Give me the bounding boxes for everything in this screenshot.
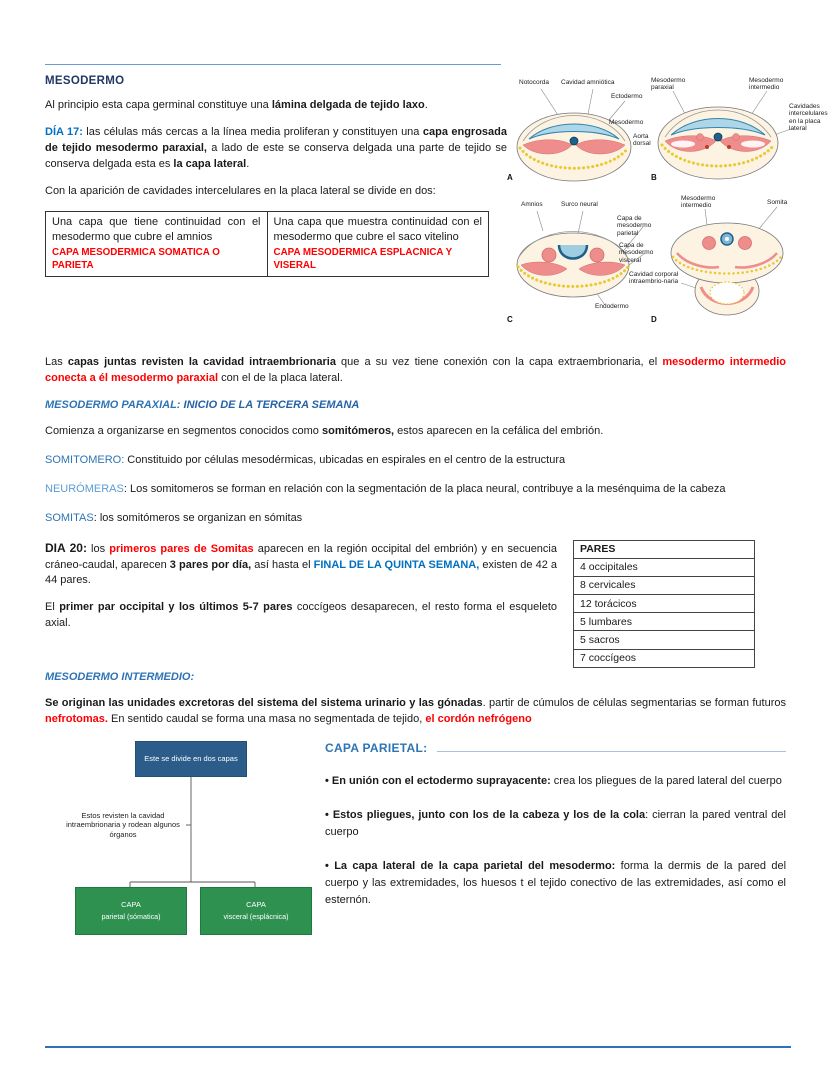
- text-segment: Al principio esta capa germinal constituye una: [45, 99, 272, 111]
- figure-panel-letter: D: [651, 315, 657, 324]
- text-segment: forma la dermis de la pared del cuerpo y las extremidades, los huesos t el tejido conectivo de las extremidades, así como el esternón.: [325, 859, 787, 906]
- capa-parietal-column: [325, 739, 786, 939]
- heading-text: CAPA PARIETAL:: [325, 740, 428, 755]
- table-row: [574, 613, 755, 631]
- figure-label: Mesodermo intermedio: [749, 77, 784, 92]
- figure-label: Cavidad amniótica: [561, 79, 615, 86]
- dia20-section: [45, 540, 786, 668]
- table-row: [574, 649, 755, 667]
- figure-label: Notocorda: [519, 79, 549, 86]
- text-segment: 3 pares por día,: [169, 558, 252, 571]
- heading-capa-parietal: [325, 741, 786, 755]
- bullet-item: [325, 858, 786, 909]
- table-row: [574, 595, 755, 613]
- figure-label: Surco neural: [561, 201, 598, 208]
- text-segment: . partir de cúmulos de células segmentarias se forman futuros: [482, 696, 786, 709]
- paragraph-primer-par: [45, 600, 557, 632]
- text-segment: que a su vez tiene conexión con la capa extraembrionaria, el: [335, 356, 663, 368]
- table-cell: 5 lumbares: [574, 613, 755, 631]
- top-divider: [45, 64, 501, 65]
- text-segment: : los somitómeros se organizan en sómitas: [93, 511, 303, 524]
- text-segment: SOMITOMERO:: [45, 453, 125, 466]
- table-cell: 4 occipitales: [574, 558, 755, 576]
- text-segment: FINAL DE LA QUINTA SEMANA,: [313, 558, 480, 571]
- table-cell: 5 sacros: [574, 631, 755, 649]
- text-segment: las células más cercas a la línea media proliferan y constituyen una: [82, 125, 423, 138]
- text-segment: nefrotomas.: [45, 712, 108, 725]
- text-segment: el cordón nefrógeno: [425, 712, 532, 725]
- text-segment: • Estos pliegues, junto con los de la cabeza y los de la cola: [325, 808, 646, 821]
- paragraph-somitomero: [45, 453, 786, 469]
- table-cell: 7 coccígeos: [574, 649, 755, 667]
- pares-table: [573, 540, 755, 668]
- text-segment: Constituido por células mesodérmicas, ubicadas en espirales en el centro de la estructura: [124, 453, 566, 466]
- text-segment: .: [424, 99, 428, 111]
- text-segment: coccígeos desaparecen, el resto forma el esqueleto axial.: [45, 601, 557, 630]
- table-row: [574, 631, 755, 649]
- flowchart-root-box: Este se divide en dos capas: [135, 741, 247, 777]
- text-segment: primeros pares de Somitas: [109, 542, 254, 555]
- paragraph-intermedio: [45, 696, 786, 728]
- paragraph-intro: [45, 98, 507, 114]
- table-row: [574, 558, 755, 576]
- table-cell: 12 torácicos: [574, 595, 755, 613]
- text-segment: Comienza a organizarse en segmentos conocidos como: [45, 424, 322, 437]
- text-segment: así hasta el: [251, 558, 314, 571]
- top-section: [45, 75, 828, 355]
- figure-label: Capa de mesodermo parietal: [617, 215, 652, 237]
- heading-mesodermo-intermedio: [45, 670, 786, 686]
- text-segment: MESODERMO INTERMEDIO:: [45, 670, 195, 683]
- text-segment: estos aparecen en la cefálica del embrión.: [394, 424, 604, 437]
- text-segment: con el de la placa lateral.: [218, 371, 343, 384]
- flowchart-parietal-box: [75, 887, 187, 935]
- text-segment: NEURÓMERAS: [45, 482, 124, 495]
- document-content: [45, 56, 828, 939]
- flowchart-note: Estos revisten la cavidad intraembrionaria y rodean algunos órganos: [66, 810, 180, 840]
- figure-label: Cavidad corporal intraembrio-naria: [629, 271, 679, 286]
- flowchart-visceral-box: [200, 887, 312, 935]
- figure-panel-letter: B: [651, 173, 657, 182]
- text-segment: mesodermo intermedio conecta a él mesodermo paraxial: [45, 356, 787, 384]
- top-left-column: [45, 75, 507, 277]
- text-segment: .: [246, 157, 250, 170]
- text-segment: crea los pliegues de la pared lateral del cuerpo: [550, 774, 782, 787]
- figure-label: Amnios: [521, 201, 543, 208]
- cell-text: Una capa que muestra continuidad con el mesodermo que cubre el saco vitelino: [273, 215, 482, 243]
- text-segment: los: [86, 542, 110, 555]
- embryo-section-c: [517, 232, 629, 298]
- paragraph-somitas: [45, 511, 786, 527]
- figure-label: Ectodermo: [611, 93, 643, 100]
- table-row: [46, 211, 489, 276]
- text-segment: SOMITAS: [45, 511, 94, 524]
- bullet-item: [325, 807, 786, 841]
- text-segment: lámina delgada de tejido laxo: [271, 99, 425, 111]
- capas-flowchart: [60, 739, 312, 939]
- text-segment: INICIO DE LA TERCERA SEMANA: [183, 398, 360, 411]
- figure-label: Capa de mesodermo visceral: [619, 242, 654, 264]
- text-segment: Se originan las unidades excretoras del sistema del sistema urinario y las gónadas: [45, 696, 483, 709]
- heading-rule: [437, 751, 786, 752]
- text-segment: aparecen en la región occipital del embrión) y en secuencia cráneo-caudal, aparecen: [45, 542, 557, 571]
- paragraph-capas-juntas: [45, 355, 786, 387]
- text-segment: MESODERMO PARAXIAL:: [45, 398, 184, 411]
- figure-label: Endodermo: [595, 303, 629, 310]
- capa-esplacnica-cell: [267, 211, 489, 276]
- text-segment: En sentido caudal se forma una masa no segmentada de tejido,: [107, 712, 426, 725]
- figure-panel-letter: A: [507, 173, 513, 182]
- paragraph-neuromeras: [45, 482, 786, 498]
- figure-label: Cavidades intercelulares en la placa lateral: [789, 103, 828, 133]
- figure-label: Somita: [767, 199, 788, 206]
- embryo-section-b: [658, 107, 778, 179]
- table-header-row: [574, 540, 755, 558]
- text-segment: Con la aparición de cavidades intercelulares en la placa lateral se divide en dos:: [45, 184, 436, 197]
- text-segment: existen de 42 a 44 pares.: [45, 558, 558, 587]
- bullet-item: [325, 773, 786, 790]
- cell-text: Una capa que tiene continuidad con el mesodermo que cubre el amnios: [52, 215, 261, 243]
- table-cell: 8 cervicales: [574, 576, 755, 594]
- paragraph-dia20: [45, 540, 557, 590]
- text-segment: • La capa lateral de la capa parietal del mesodermo:: [325, 859, 616, 872]
- capas-division-table: [45, 211, 489, 277]
- text-segment: DIA 20:: [45, 540, 87, 555]
- text-segment: : cierran la pared ventral del cuerpo: [325, 808, 786, 838]
- box-title: CAPA: [246, 900, 266, 910]
- text-segment: a lado de este se conserva delgada una parte de tejido se conserva delgada esta es: [45, 141, 507, 170]
- text-segment: Las: [45, 356, 68, 368]
- page-title: MESODERMO: [45, 75, 125, 87]
- figure-label: Mesodermo intermedio: [681, 195, 716, 210]
- embryo-cross-section-figure: [505, 75, 828, 327]
- figure-panel-letter: C: [507, 315, 513, 324]
- pares-header: PARES: [574, 540, 755, 558]
- box-subtitle: parietal (sómatica): [101, 912, 161, 922]
- cell-label: CAPA MESODERMICA SOMATICA O PARIETA: [52, 247, 220, 271]
- box-subtitle: visceral (esplácnica): [223, 912, 289, 922]
- text-segment: capas juntas revisten la cavidad intraembrionaria: [67, 356, 336, 368]
- dia20-text-column: [45, 540, 557, 644]
- embryo-section-d: [671, 223, 783, 315]
- text-segment: primer par occipital y los últimos 5-7 pares: [59, 601, 293, 614]
- bottom-section: [45, 739, 786, 939]
- text-segment: somitómeros,: [321, 424, 395, 437]
- text-segment: • En unión con el ectodermo suprayacente:: [325, 774, 551, 787]
- table-row: [574, 576, 755, 594]
- paragraph-somitomeros: [45, 424, 786, 440]
- capa-somatica-cell: [46, 211, 268, 276]
- cell-label: CAPA MESODERMICA ESPLACNICA Y VISERAL: [273, 247, 453, 271]
- text-segment: capa engrosada de tejido mesodermo paraxial,: [45, 125, 507, 154]
- paragraph-dia17: [45, 125, 507, 173]
- box-title: CAPA: [121, 900, 141, 910]
- text-segment: El: [45, 601, 60, 614]
- bottom-divider: [45, 1046, 791, 1048]
- text-segment: DÍA 17:: [45, 125, 83, 138]
- heading-mesodermo-paraxial: [45, 398, 786, 414]
- figure-label: Mesodermo paraxial: [651, 77, 686, 92]
- text-segment: : Los somitomeros se forman en relación con la segmentación de la placa neural, contribuye a la mesénquima de la cabeza: [123, 482, 726, 495]
- figure-label: Aorta dorsal: [633, 133, 651, 148]
- figure-label: Mesodermo: [609, 119, 644, 126]
- paragraph-cavidades: [45, 184, 507, 200]
- text-segment: la capa lateral: [173, 157, 247, 170]
